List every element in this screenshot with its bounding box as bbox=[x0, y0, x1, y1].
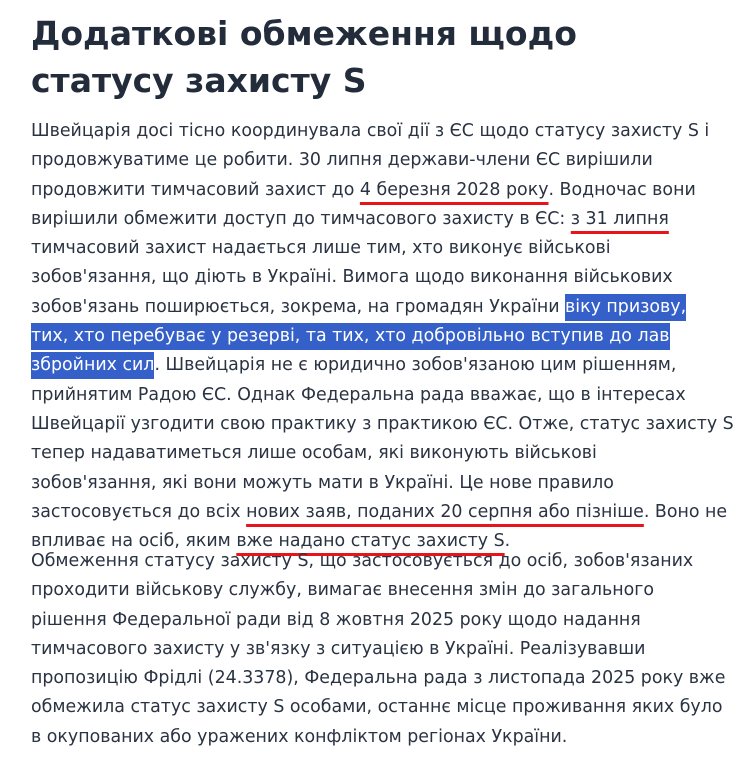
paragraph-line: зобов'язання, що діють в Україні. Вимога щодо виконання військових bbox=[31, 267, 673, 288]
text-run: . Водночас вони bbox=[548, 179, 696, 200]
paragraph-1 bbox=[31, 117, 734, 556]
underlined-text: вже надано статус захисту S bbox=[236, 531, 505, 552]
paragraph-line bbox=[31, 205, 734, 234]
paragraph-line: прийнятим Радою ЄС. Однак Федеральна рада вважає, що в інтересах bbox=[31, 384, 686, 405]
underlined-date-text: з 31 липня bbox=[570, 208, 669, 229]
paragraph-line bbox=[31, 176, 734, 205]
selected-text[interactable]: тих, хто перебуває у резерві, та тих, хто добровільно вступив до лав bbox=[31, 323, 670, 350]
paragraph-line: пропозицію Фрідлі (24.3378), Федеральна рада з листопада 2025 року вже bbox=[31, 668, 726, 689]
paragraph-line bbox=[31, 293, 734, 322]
paragraph-line: зобов'язання, які вони можуть мати в Україні. Це нове правило bbox=[31, 472, 614, 493]
text-run: продовжити тимчасовий захист до bbox=[31, 179, 360, 200]
paragraph-line bbox=[31, 322, 734, 351]
selected-text[interactable]: віку призову, bbox=[565, 294, 686, 321]
text-run: впливає на осіб, яким bbox=[31, 531, 237, 552]
text-run: зобов'язань поширюється, зокрема, на громадян України bbox=[31, 296, 566, 317]
paragraph-line bbox=[31, 498, 734, 527]
paragraph-line: Швейцарія досі тісно координувала свої дії з ЄС щодо статусу захисту S і bbox=[31, 121, 710, 141]
text-run: застосовується до всіх bbox=[31, 501, 247, 522]
paragraph-line: Швейцарії узгодити свою практику з практикою ЄС. Отже, статус захисту S bbox=[31, 413, 734, 434]
paragraph-line: тимчасового захисту у зв'язку з ситуацією в Україні. Реалізувавши bbox=[31, 638, 646, 659]
text-run: . bbox=[504, 531, 511, 552]
paragraph-2 bbox=[31, 547, 725, 752]
paragraph-line: Обмеження статусу захисту S, що застосовується до осіб, зобов'язаних bbox=[31, 551, 694, 571]
underlined-date-text: 4 березня 2028 року bbox=[359, 179, 549, 200]
paragraph-line: продовжуватиме це робити. 30 липня держави-члени ЄС вирішили bbox=[31, 150, 653, 171]
section-heading bbox=[31, 0, 731, 104]
paragraph-line: обмежила статус захисту S особами, останнє місце проживання яких було bbox=[31, 697, 723, 718]
paragraph-line bbox=[31, 351, 734, 380]
underlined-text: нових заяв, поданих 20 серпня або пізніше bbox=[246, 501, 644, 522]
paragraph-line: проходити військову службу, вимагає внесення змін до загального bbox=[31, 580, 655, 601]
paragraph-line: в окупованих або уражених конфліктом регіонах України. bbox=[31, 726, 568, 747]
text-run: вирішили обмежити доступ до тимчасового захисту в ЄС: bbox=[31, 208, 571, 229]
paragraph-line: тимчасовий захист надається лише тим, хто виконує військові bbox=[31, 238, 611, 259]
paragraph-line: тепер надаватиметься лише особам, які виконують військові bbox=[31, 443, 597, 464]
text-run: . Швейцарія не є юридично зобов'язаною цим рішенням, bbox=[154, 355, 677, 376]
paragraph-line: рішення Федеральної ради від 8 жовтня 2025 року щодо надання bbox=[31, 609, 641, 630]
selected-text[interactable]: збройних сил bbox=[31, 352, 154, 379]
heading-line-2: статусу захисту S bbox=[31, 61, 367, 100]
heading-line-1: Додаткові обмеження щодо bbox=[31, 14, 577, 53]
text-run: . Воно не bbox=[643, 501, 728, 522]
article bbox=[31, 0, 734, 747]
